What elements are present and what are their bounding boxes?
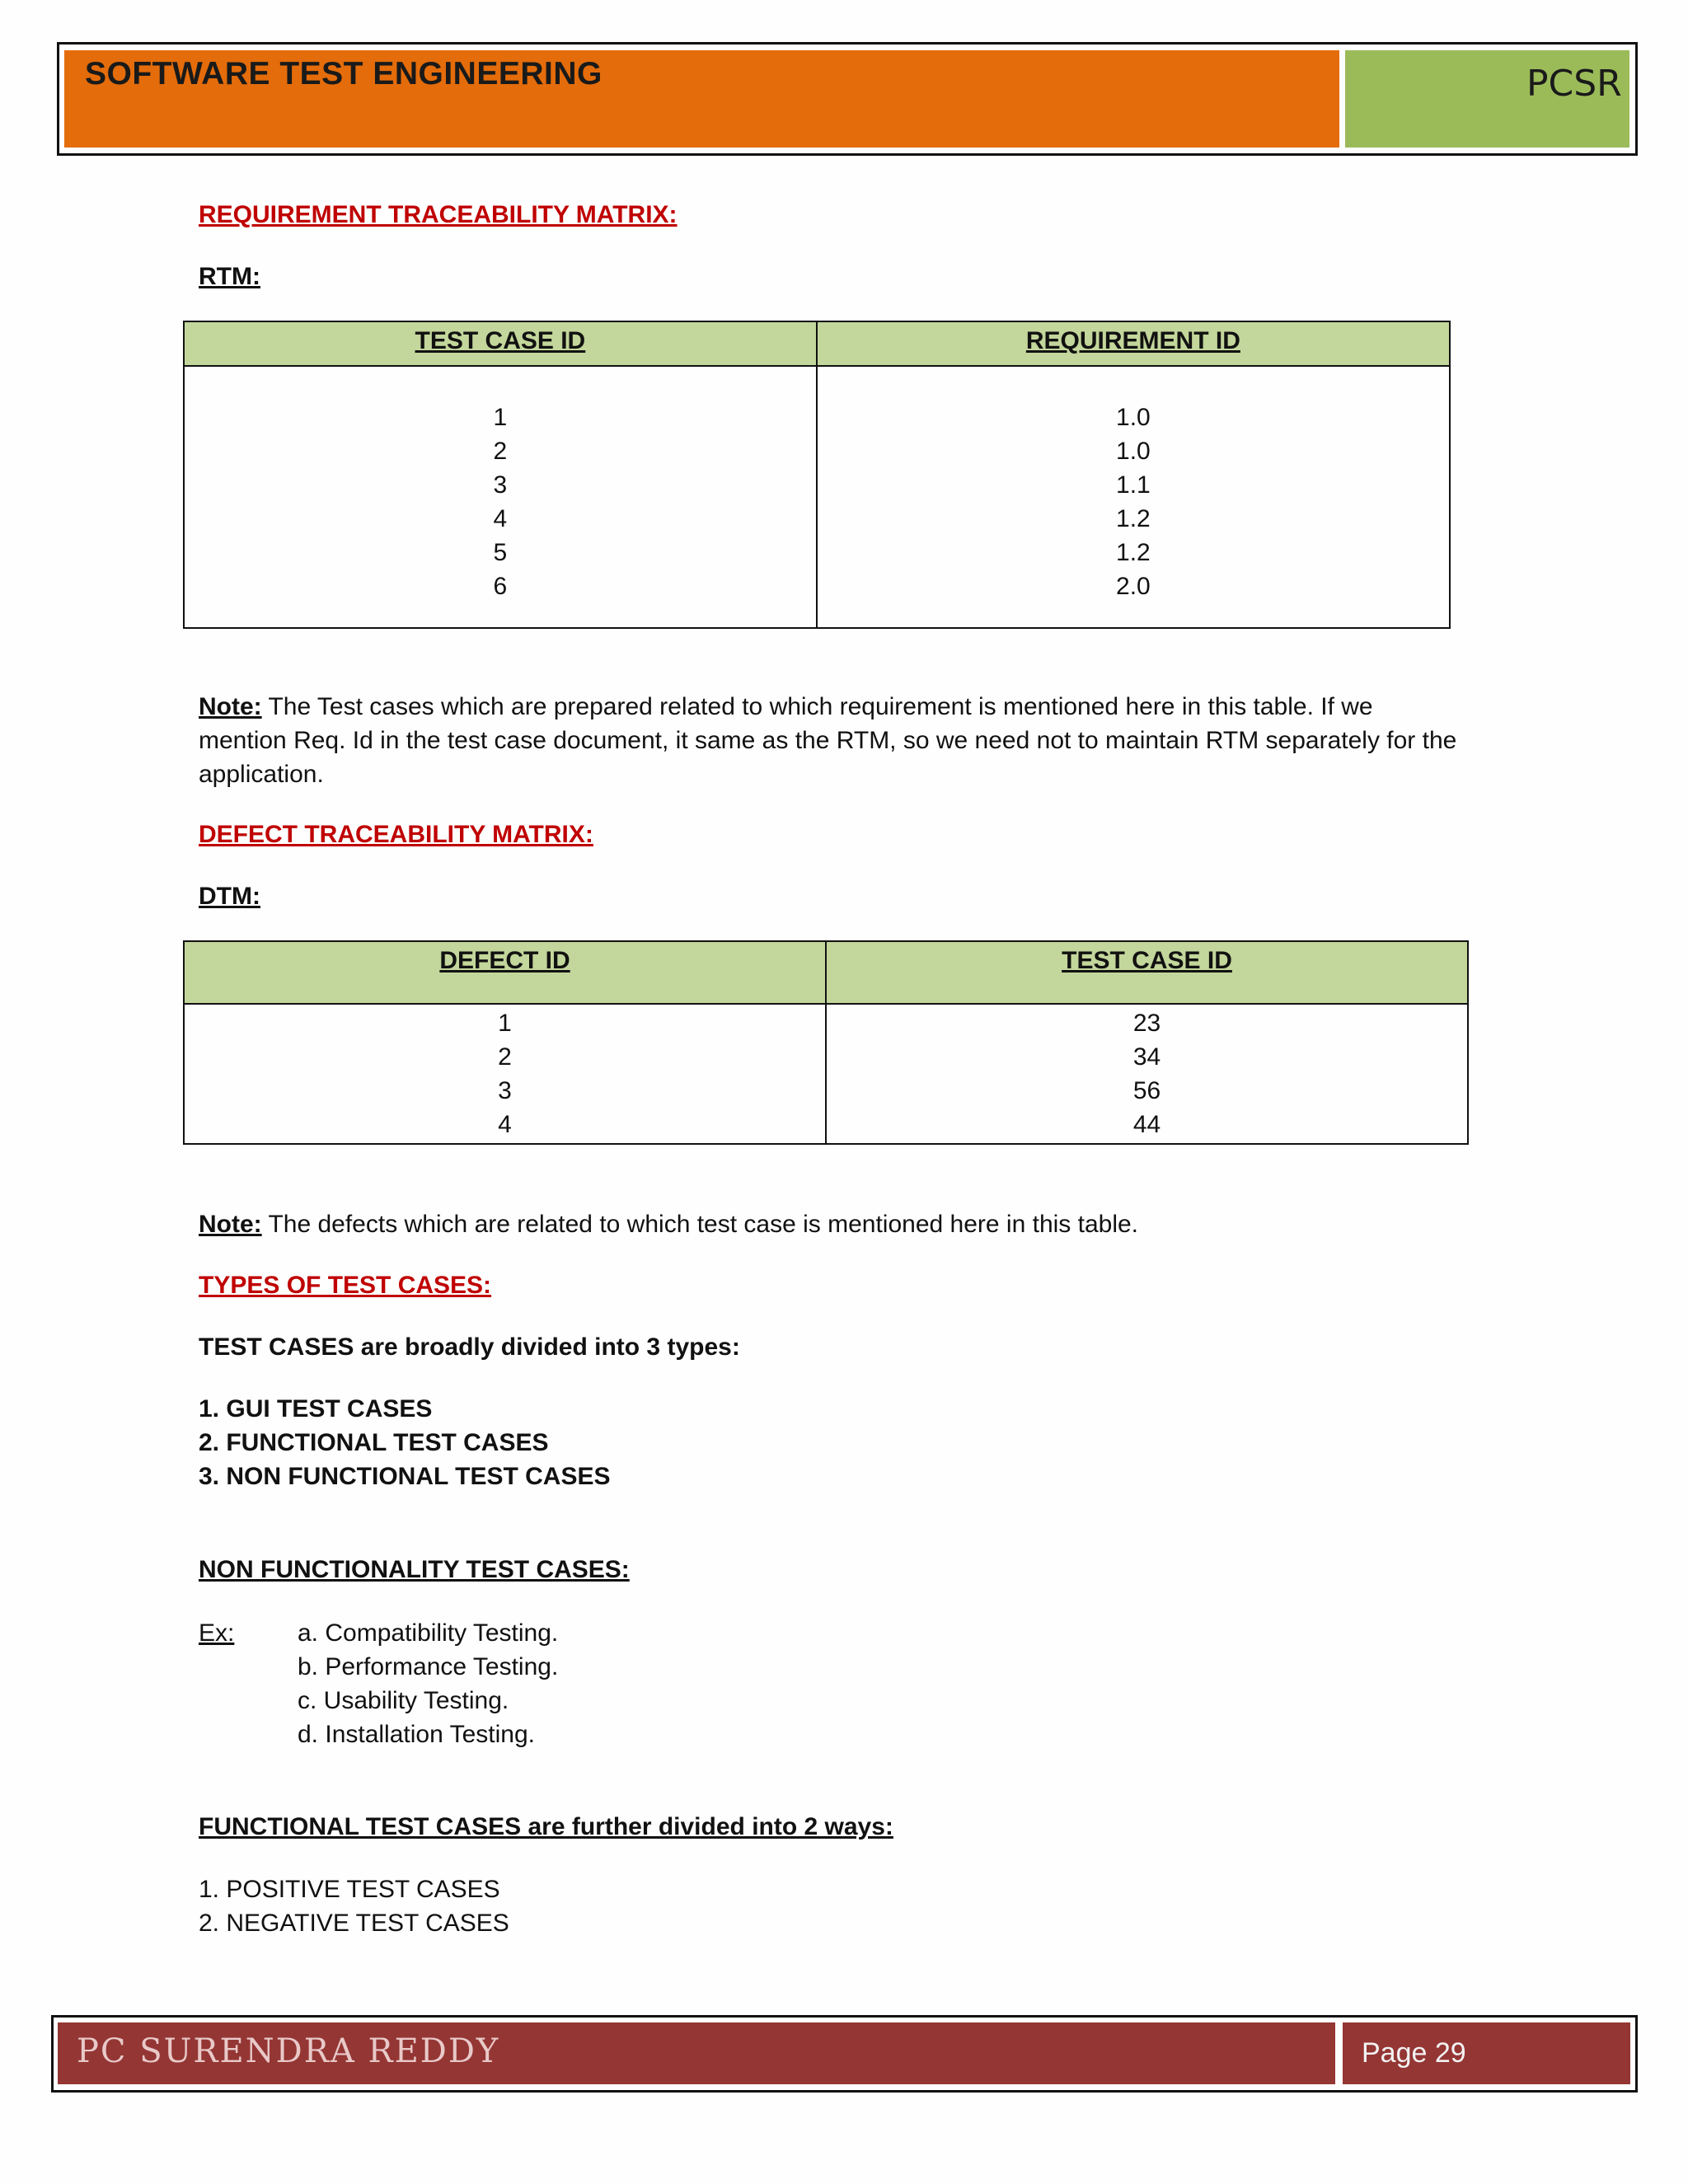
dtm-table <box>183 940 1469 1145</box>
dtm-defect-id: 2 <box>498 1043 512 1071</box>
rtm-test-case-id: 3 <box>493 471 508 499</box>
rtm-note <box>199 690 1456 791</box>
types-section-title: TYPES OF TEST CASES: <box>199 1272 492 1299</box>
dtm-header-defect-id: DEFECT ID <box>184 941 826 1004</box>
rtm-requirement-id: 1.2 <box>1116 539 1151 566</box>
rtm-header-test-case-id: TEST CASE ID <box>184 321 817 366</box>
rtm-requirement-id: 1.0 <box>1116 404 1151 431</box>
dtm-test-case-id: 23 <box>1132 1010 1161 1037</box>
rtm-test-case-id: 5 <box>493 539 508 566</box>
non-functional-item: c. Usability Testing. <box>298 1687 509 1714</box>
types-list-item: 1. GUI TEST CASES <box>199 1395 433 1422</box>
dtm-section-title: DEFECT TRACEABILITY MATRIX: <box>199 821 593 848</box>
dtm-defect-id: 4 <box>498 1111 512 1138</box>
document-title: SOFTWARE TEST ENGINEERING <box>85 56 603 91</box>
functional-item: 1. POSITIVE TEST CASES <box>199 1876 500 1903</box>
rtm-test-case-id: 4 <box>493 505 508 532</box>
dtm-label: DTM: <box>199 883 260 910</box>
rtm-test-case-id: 6 <box>493 573 508 600</box>
rtm-note-line2: mention Req. Id in the test case document, it same as the RTM, so we need not to maintain RTM separately for the <box>199 727 1457 754</box>
rtm-header-requirement-id: REQUIREMENT ID <box>817 321 1450 366</box>
rtm-note-label: Note: <box>199 693 262 720</box>
types-list <box>199 1392 610 1493</box>
functional-list <box>199 1872 509 1940</box>
functional-title: FUNCTIONAL TEST CASES are further divided into 2 ways: <box>199 1813 893 1840</box>
dtm-note-text: The defects which are related to which test case is mentioned here in this table. <box>261 1211 1139 1238</box>
types-list-item: 3. NON FUNCTIONAL TEST CASES <box>199 1463 611 1490</box>
rtm-label: RTM: <box>199 263 260 290</box>
rtm-test-case-id: 2 <box>493 438 508 465</box>
rtm-test-case-id: 1 <box>493 404 508 431</box>
types-list-item: 2. FUNCTIONAL TEST CASES <box>199 1429 549 1456</box>
dtm-defect-id-column <box>184 1004 826 1144</box>
dtm-test-case-id: 56 <box>1132 1077 1161 1104</box>
rtm-note-line1: The Test cases which are prepared related to which requirement is mentioned here in this table. If we <box>261 693 1373 720</box>
footer-author: PC SURENDRA REDDY <box>77 2032 500 2070</box>
rtm-section-title: REQUIREMENT TRACEABILITY MATRIX: <box>199 201 678 228</box>
rtm-requirement-id-column <box>817 366 1450 628</box>
rtm-test-case-id-column <box>184 366 817 628</box>
dtm-test-case-id: 44 <box>1132 1111 1161 1138</box>
dtm-header-test-case-id: TEST CASE ID <box>826 941 1468 1004</box>
rtm-requirement-id: 2.0 <box>1116 573 1151 600</box>
rtm-table <box>183 321 1451 629</box>
non-functional-title: NON FUNCTIONALITY TEST CASES: <box>199 1556 630 1583</box>
rtm-requirement-id: 1.0 <box>1116 438 1151 465</box>
types-intro: TEST CASES are broadly divided into 3 types: <box>199 1333 740 1361</box>
rtm-note-line3: application. <box>199 761 324 788</box>
non-functional-list <box>298 1616 558 1751</box>
non-functional-item: b. Performance Testing. <box>298 1653 559 1680</box>
functional-item: 2. NEGATIVE TEST CASES <box>199 1910 509 1937</box>
dtm-test-case-id-column <box>826 1004 1468 1144</box>
non-functional-item: d. Installation Testing. <box>298 1721 535 1748</box>
document-code: PCSR <box>1526 63 1622 105</box>
dtm-defect-id: 3 <box>498 1077 512 1104</box>
rtm-requirement-id: 1.1 <box>1116 471 1151 499</box>
dtm-defect-id: 1 <box>498 1010 512 1037</box>
non-functional-ex-label: Ex: <box>199 1619 235 1647</box>
dtm-note-label: Note: <box>199 1211 262 1238</box>
rtm-requirement-id: 1.2 <box>1116 505 1151 532</box>
dtm-note <box>199 1207 1138 1241</box>
non-functional-item: a. Compatibility Testing. <box>298 1619 559 1647</box>
page-number: Page 29 <box>1362 2037 1466 2069</box>
dtm-test-case-id: 34 <box>1132 1043 1161 1071</box>
